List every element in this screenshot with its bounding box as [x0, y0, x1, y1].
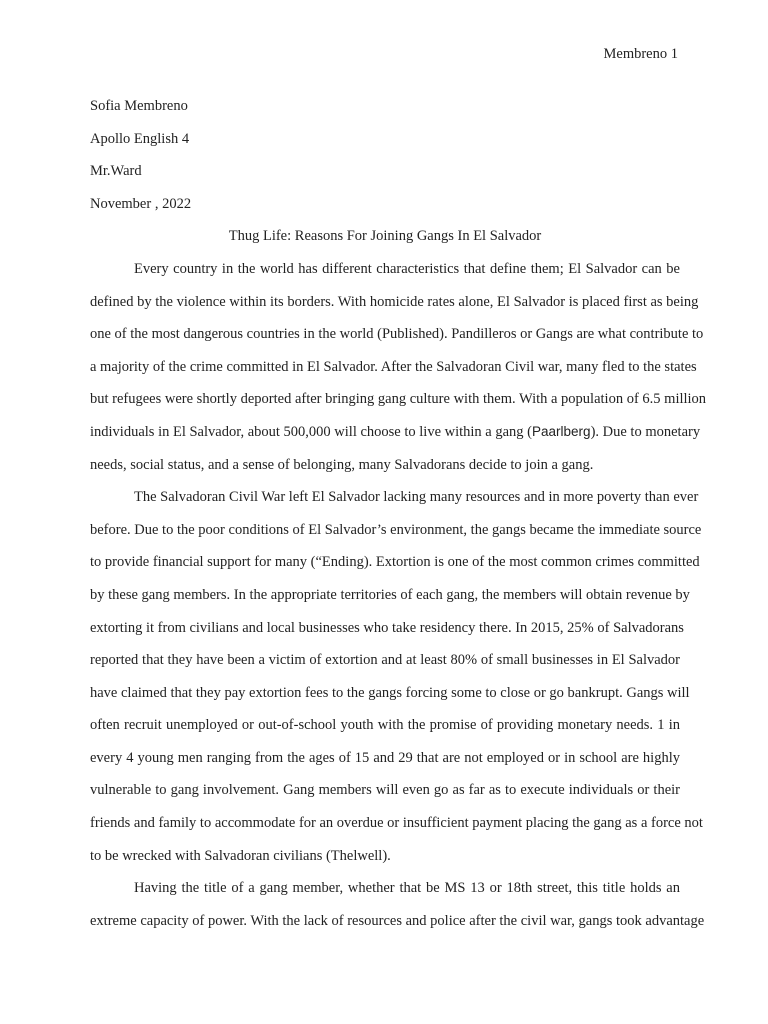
- student-name: Sofia Membreno: [90, 98, 188, 114]
- paragraph-line: to provide financial support for many (“Ending). Extortion is one of the most common crimes committed: [90, 554, 700, 571]
- line-text: ). Due to monetary: [590, 423, 701, 440]
- paragraph-line: extorting it from civilians and local businesses who take residency there. In 2015, 25% of Salvadorans: [90, 619, 684, 636]
- paragraph-line: The Salvadoran Civil War left El Salvador lacking many resources and in more poverty than ever: [134, 489, 699, 506]
- paragraph-line: often recruit unemployed or out-of-school youth with the promise of providing monetary needs. 1 in: [90, 717, 680, 734]
- teacher-name: Mr.Ward: [90, 163, 142, 180]
- paragraph-line: to be wrecked with Salvadoran civilians (Thelwell).: [90, 847, 391, 864]
- paragraph-line: friends and family to accommodate for an overdue or insufficient payment placing the gang as a force not: [90, 815, 703, 832]
- paragraph-line: a majority of the crime committed in El Salvador. After the Salvadoran Civil war, many fled to the states: [90, 358, 697, 375]
- paragraph-line: every 4 young men ranging from the ages of 15 and 29 that are not employed or in school are highly: [90, 749, 680, 766]
- paragraph-line: one of the most dangerous countries in the world (Published). Pandilleros or Gangs are what contribute to: [90, 326, 704, 343]
- paragraph-line: defined by the violence within its borders. With homicide rates alone, El Salvador is placed first as being: [90, 293, 699, 310]
- paragraph-line: before. Due to the poor conditions of El Salvador’s environment, the gangs became the immediate source: [90, 521, 702, 538]
- essay-date: November , 2022: [90, 195, 192, 212]
- line-text: individuals in El Salvador, about 500,000 will choose to live within a gang (: [90, 423, 533, 440]
- paragraph-line: by these gang members. In the appropriate territories of each gang, the members will obtain revenue by: [90, 586, 690, 603]
- paragraph-line: Having the title of a gang member, whether that be MS 13 or 18th street, this title holds an: [134, 880, 680, 897]
- paragraph-line: needs, social status, and a sense of belonging, many Salvadorans decide to join a gang.: [90, 456, 594, 473]
- paragraph-line: but refugees were shortly deported after bringing gang culture with them. With a population of 6.5 million: [90, 391, 707, 408]
- paragraph-line: have claimed that they pay extortion fees to the gangs forcing some to close or go bankrupt. Gangs will: [90, 684, 690, 701]
- paragraph-line: vulnerable to gang involvement. Gang members will even go as far as to execute individuals or their: [90, 782, 680, 799]
- running-head: Membreno 1: [603, 46, 678, 62]
- citation-text: Paarlberg: [532, 423, 591, 439]
- paragraph-line: extreme capacity of power. With the lack of resources and police after the civil war, gangs took advantage: [90, 912, 705, 929]
- essay-body: [90, 90, 707, 937]
- paragraph-line: reported that they have been a victim of extortion and at least 80% of small businesses in El Salvador: [90, 652, 680, 669]
- essay-title: Thug Life: Reasons For Joining Gangs In El Salvador: [228, 228, 542, 245]
- paragraph-line: [90, 416, 701, 449]
- paragraph-line: Every country in the world has different characteristics that define them; El Salvador can be: [134, 260, 680, 277]
- course-name: Apollo English 4: [90, 130, 190, 147]
